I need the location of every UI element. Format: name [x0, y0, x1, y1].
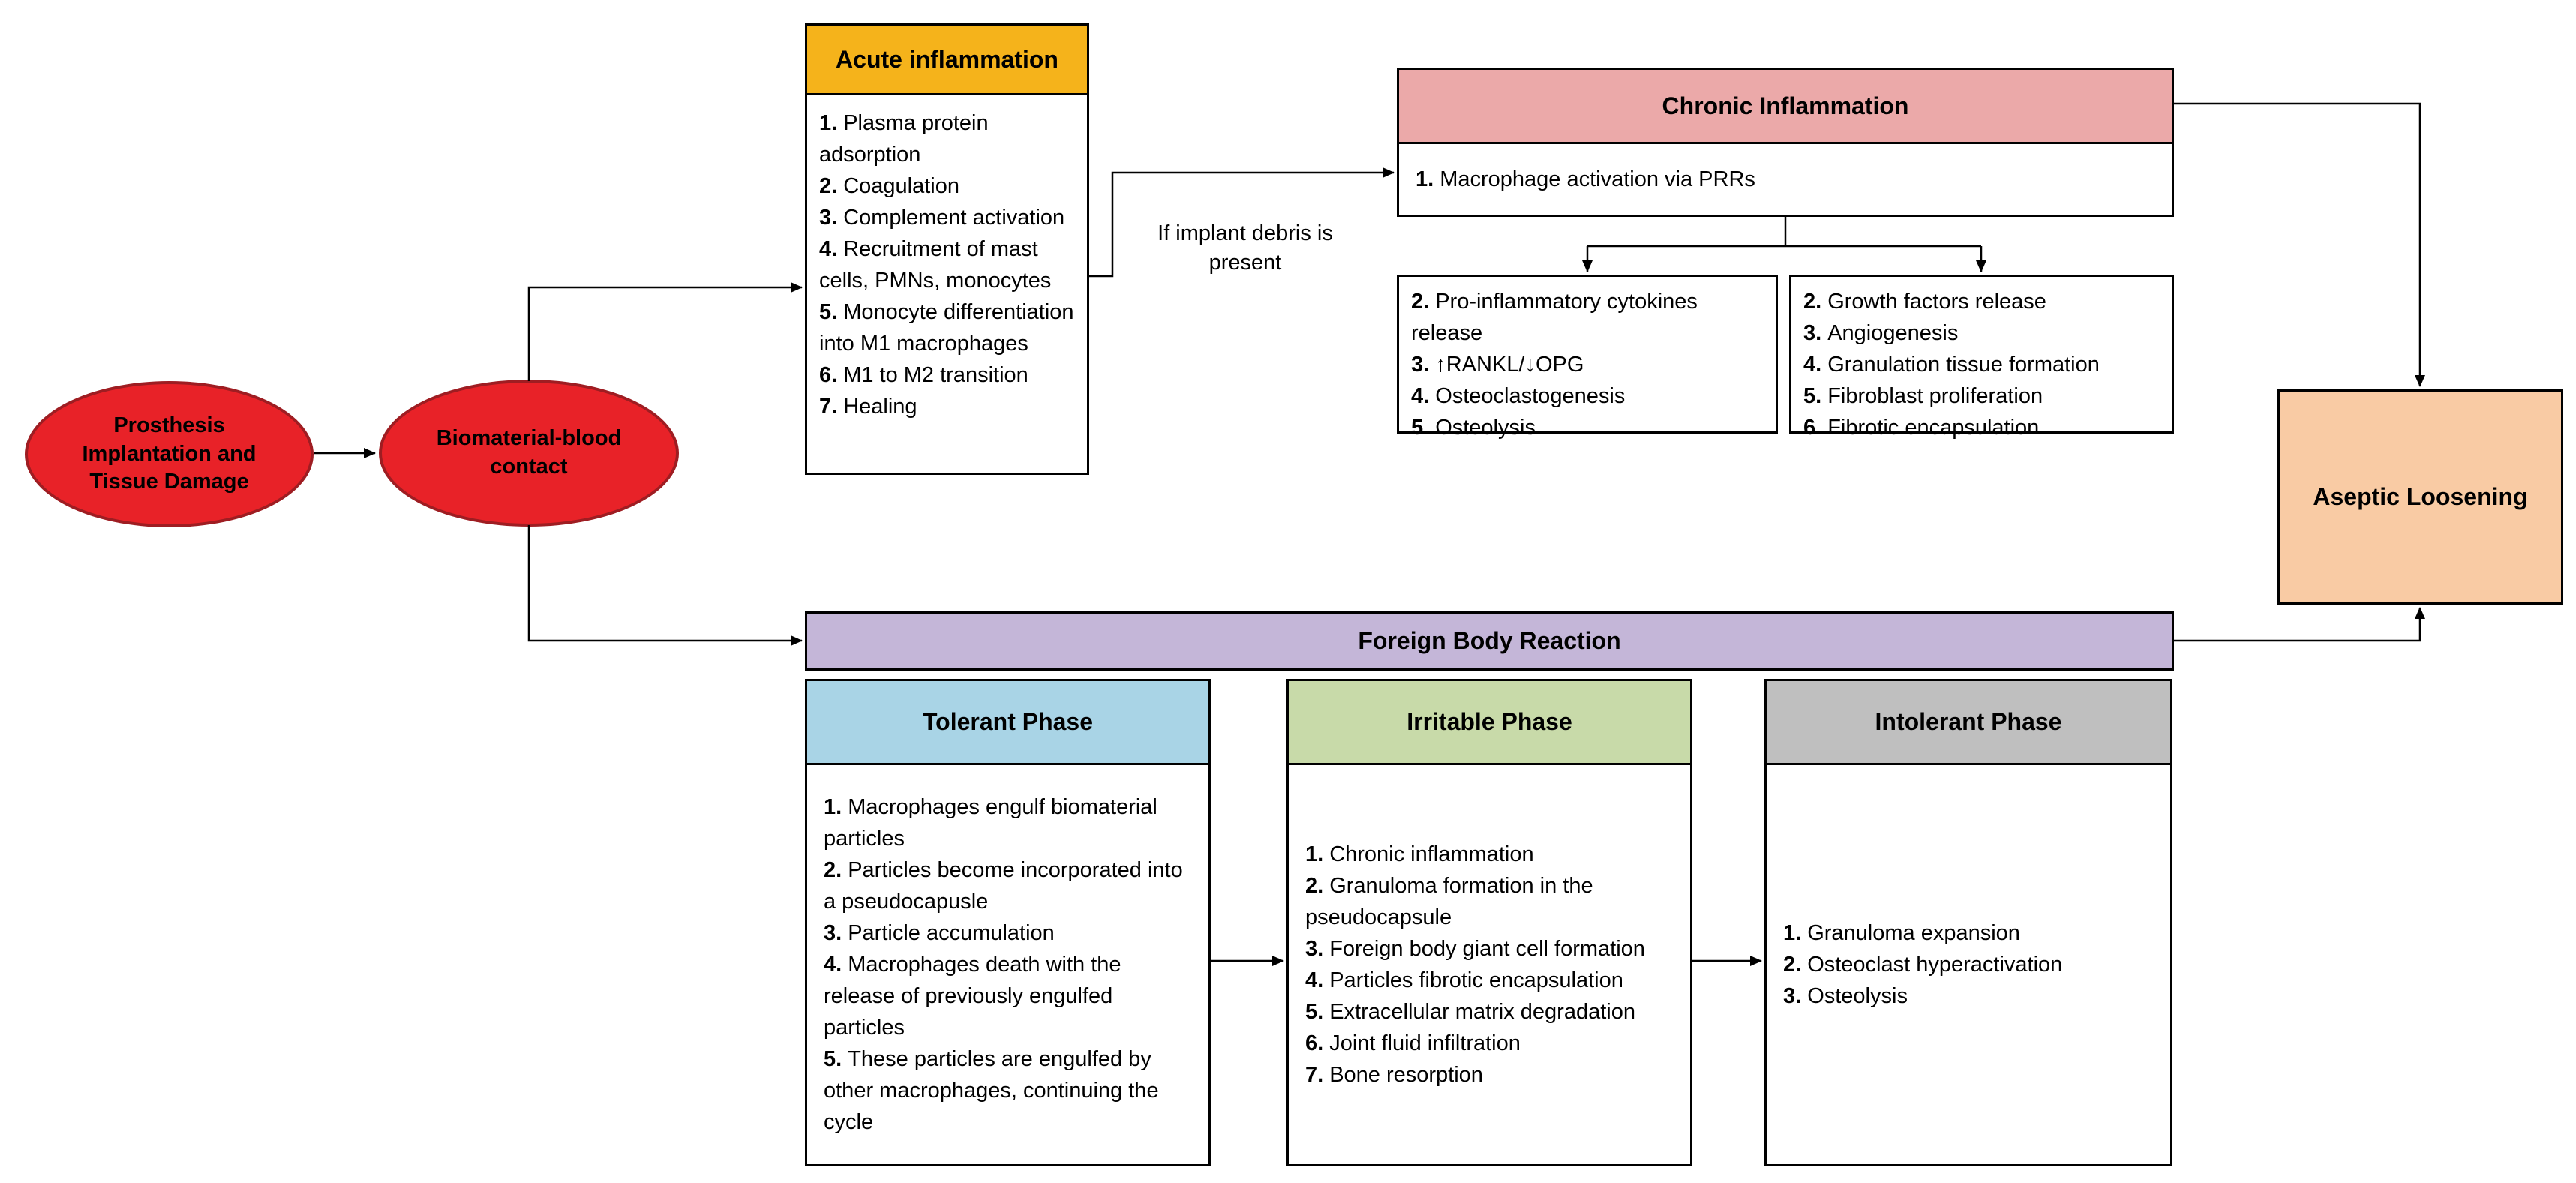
list-item: [1305, 965, 1680, 996]
item-text: Particles fibrotic encapsulation: [1329, 968, 1623, 992]
item-number: 3.: [819, 206, 838, 230]
item-text: Healing: [843, 395, 917, 419]
item-text: Macrophages engulf biomaterial particles: [824, 794, 1157, 851]
item-number: 5.: [1305, 1000, 1324, 1025]
item-number: 7.: [819, 395, 838, 419]
list-item: [819, 391, 1075, 422]
item-number: 2.: [1803, 290, 1822, 314]
list-item: [1411, 412, 1764, 443]
chronic-first-item-row: [1399, 144, 2172, 215]
item-text: Fibroblast proliferation: [1827, 384, 2043, 409]
item-number: 2.: [824, 857, 842, 882]
item-number: 1.: [1783, 920, 1802, 945]
item-text: Osteoclastogenesis: [1435, 384, 1626, 409]
acute-inflammation-list: [807, 95, 1087, 422]
item-number: 1.: [1305, 842, 1324, 866]
acute-inflammation-header: Acute inflammation: [807, 26, 1087, 95]
list-item: [1411, 286, 1764, 349]
chronic-right-branch-box: [1789, 275, 2174, 440]
item-text: Angiogenesis: [1827, 321, 1959, 346]
list-item: [824, 791, 1198, 854]
arrow-chronic-to-aseptic: [2174, 104, 2420, 386]
node-biomaterial-ellipse: [379, 380, 679, 527]
item-number: 2.: [1783, 952, 1802, 977]
foreign-body-reaction-label: Foreign Body Reaction: [1358, 627, 1621, 654]
arrow-biomaterial-to-fbr: [529, 525, 802, 641]
item-number: 3.: [1783, 984, 1802, 1009]
item-text: Monocyte differentiation into M1 macrophages: [819, 300, 1074, 356]
list-item: [1783, 980, 2160, 1012]
item-text: Osteoclast hyperactivation: [1807, 952, 2063, 977]
list-item: [1305, 1059, 1680, 1091]
list-item: [819, 202, 1075, 233]
item-text: Joint fluid infiltration: [1329, 1031, 1521, 1056]
list-item: [819, 170, 1075, 202]
item-number: 5.: [1803, 384, 1822, 409]
item-number: 1.: [819, 111, 838, 135]
list-item: [824, 917, 1198, 949]
item-number: 5.: [824, 1047, 842, 1072]
list-item: [1783, 949, 2160, 980]
item-text: Macrophages death with the release of previously engulfed particles: [824, 952, 1121, 1040]
chronic-inflammation-box: [1397, 68, 2174, 217]
item-text: Coagulation: [843, 174, 959, 199]
item-number: 3.: [824, 920, 842, 945]
item-number: 4.: [1411, 384, 1430, 409]
foreign-body-reaction-header: [805, 611, 2174, 671]
item-text: Macrophage activation via PRRs: [1440, 167, 1755, 191]
list-item: [1305, 933, 1680, 965]
item-text: These particles are engulfed by other macrophages, continuing the cycle: [824, 1047, 1159, 1135]
chronic-inflammation-header: Chronic Inflammation: [1399, 70, 2172, 144]
intolerant-phase-box: [1764, 679, 2172, 1166]
arrow-fbr-to-aseptic: [2174, 608, 2420, 641]
irritable-phase-box: [1286, 679, 1692, 1166]
list-item: [1411, 349, 1764, 380]
list-item: [1803, 286, 2160, 317]
aseptic-loosening-box: [2277, 389, 2563, 605]
list-item: [1305, 870, 1680, 933]
list-item: [824, 1043, 1198, 1138]
item-text: Foreign body giant cell formation: [1329, 936, 1645, 961]
acute-inflammation-box: [805, 23, 1089, 475]
list-item: [819, 359, 1075, 391]
node-prosthesis-label: Prosthesis Implantation and Tissue Damage: [82, 413, 257, 494]
list-item: [819, 107, 1075, 170]
item-number: 6.: [819, 363, 838, 388]
item-text: M1 to M2 transition: [843, 363, 1028, 388]
item-number: 5.: [819, 300, 838, 325]
item-text: Recruitment of mast cells, PMNs, monocytes: [819, 237, 1052, 293]
list-item: [824, 854, 1198, 917]
item-text: Plasma protein adsorption: [819, 111, 989, 167]
list-item: [1305, 1028, 1680, 1059]
item-number: 6.: [1803, 416, 1822, 440]
item-text: Granuloma formation in the pseudocapsule: [1305, 873, 1593, 929]
tolerant-phase-box: [805, 679, 1211, 1166]
list-item: [819, 233, 1075, 296]
item-number: 1.: [824, 794, 842, 819]
item-text: Complement activation: [843, 206, 1065, 230]
item-number: 3.: [1305, 936, 1324, 961]
list-item: [1411, 380, 1764, 412]
irritable-phase-header: Irritable Phase: [1289, 681, 1690, 765]
chronic-left-branch-box: [1397, 275, 1778, 440]
item-text: Granuloma expansion: [1807, 920, 2020, 945]
intolerant-phase-header: Intolerant Phase: [1767, 681, 2170, 765]
irritable-phase-list: [1289, 765, 1690, 1164]
item-number: 7.: [1305, 1063, 1324, 1088]
tolerant-phase-header: Tolerant Phase: [807, 681, 1208, 765]
item-text: Granulation tissue formation: [1827, 353, 2100, 377]
item-text: Chronic inflammation: [1329, 842, 1534, 866]
item-text: Fibrotic encapsulation: [1827, 416, 2040, 440]
list-item: [1803, 380, 2160, 412]
list-item: [1803, 317, 2160, 349]
list-item: [1783, 917, 2160, 949]
item-number: 4.: [1803, 353, 1822, 377]
item-number: 6.: [1305, 1031, 1324, 1056]
item-number: 3.: [1411, 353, 1430, 377]
item-number: 1.: [1416, 167, 1434, 191]
item-number: 2.: [1305, 873, 1324, 898]
item-text: Extracellular matrix degradation: [1329, 1000, 1635, 1025]
node-biomaterial-label: Biomaterial-blood contact: [436, 426, 622, 479]
item-text: Growth factors release: [1827, 290, 2046, 314]
node-prosthesis-ellipse: [25, 381, 314, 527]
edge-label-implant-debris: If implant debris is present: [1157, 221, 1333, 275]
item-text: Bone resorption: [1329, 1063, 1483, 1088]
list-item: [1305, 839, 1680, 870]
item-number: 2.: [1411, 290, 1430, 314]
item-text: Pro-inflammatory cytokines release: [1411, 290, 1698, 346]
list-item: [824, 949, 1198, 1043]
tolerant-phase-list: [807, 765, 1208, 1164]
list-item: [1803, 349, 2160, 380]
item-text: Osteolysis: [1807, 984, 1908, 1009]
item-number: 3.: [1803, 321, 1822, 346]
item-number: 4.: [824, 952, 842, 977]
item-number: 2.: [819, 174, 838, 199]
arrow-biomaterial-to-acute: [529, 287, 802, 381]
list-item: [1416, 164, 1755, 195]
list-item: [1803, 412, 2160, 443]
item-text: Particle accumulation: [848, 920, 1055, 945]
item-number: 5.: [1411, 416, 1430, 440]
item-number: 4.: [819, 237, 838, 262]
aseptic-loosening-label: Aseptic Loosening: [2313, 483, 2528, 510]
list-item: [819, 296, 1075, 359]
item-text: Particles become incorporated into a pseudocapusle: [824, 857, 1183, 914]
item-text: ↑RANKL/↓OPG: [1435, 353, 1584, 377]
intolerant-phase-list: [1767, 765, 2170, 1164]
item-number: 4.: [1305, 968, 1324, 992]
list-item: [1305, 996, 1680, 1028]
item-text: Osteolysis: [1435, 416, 1536, 440]
